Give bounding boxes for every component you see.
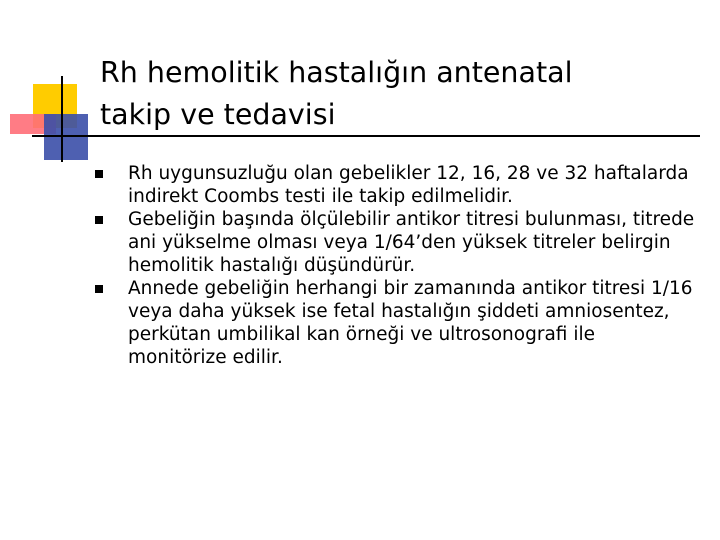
slide-title-line-1: Rh hemolitik hastalığın antenatal [100, 56, 573, 89]
slide-title-line-2: takip ve tedavisi [100, 98, 336, 131]
bullet-item [90, 162, 695, 208]
slide-title [100, 52, 700, 136]
bullet-list [90, 162, 695, 369]
bullet-text: Annede gebeliğin herhangi bir zamanında antikor titresi 1/16 veya daha yüksek ise fetal hastalığın şiddeti amniosentez, perkütan umbilikal kan örneği ve ultrosonografi ile monitörize edilir. [128, 278, 693, 368]
blue-square-decoration [44, 114, 88, 160]
bullet-text: Gebeliğin başında ölçülebilir antikor titresi bulunması, titrede ani yükselme olması veya 1/64’den yüksek titreler belirgin hemolitik hastalığı düşündürür. [128, 209, 695, 276]
vertical-rule [61, 76, 63, 162]
bullet-item [90, 208, 695, 277]
square-bullet-icon [95, 216, 103, 224]
bullet-text: Rh uygunsuzluğu olan gebelikler 12, 16, 28 ve 32 haftalarda indirekt Coombs testi ile takip edilmelidir. [128, 163, 689, 207]
square-bullet-icon [95, 285, 103, 293]
square-bullet-icon [95, 170, 103, 178]
bullet-item [90, 277, 695, 369]
